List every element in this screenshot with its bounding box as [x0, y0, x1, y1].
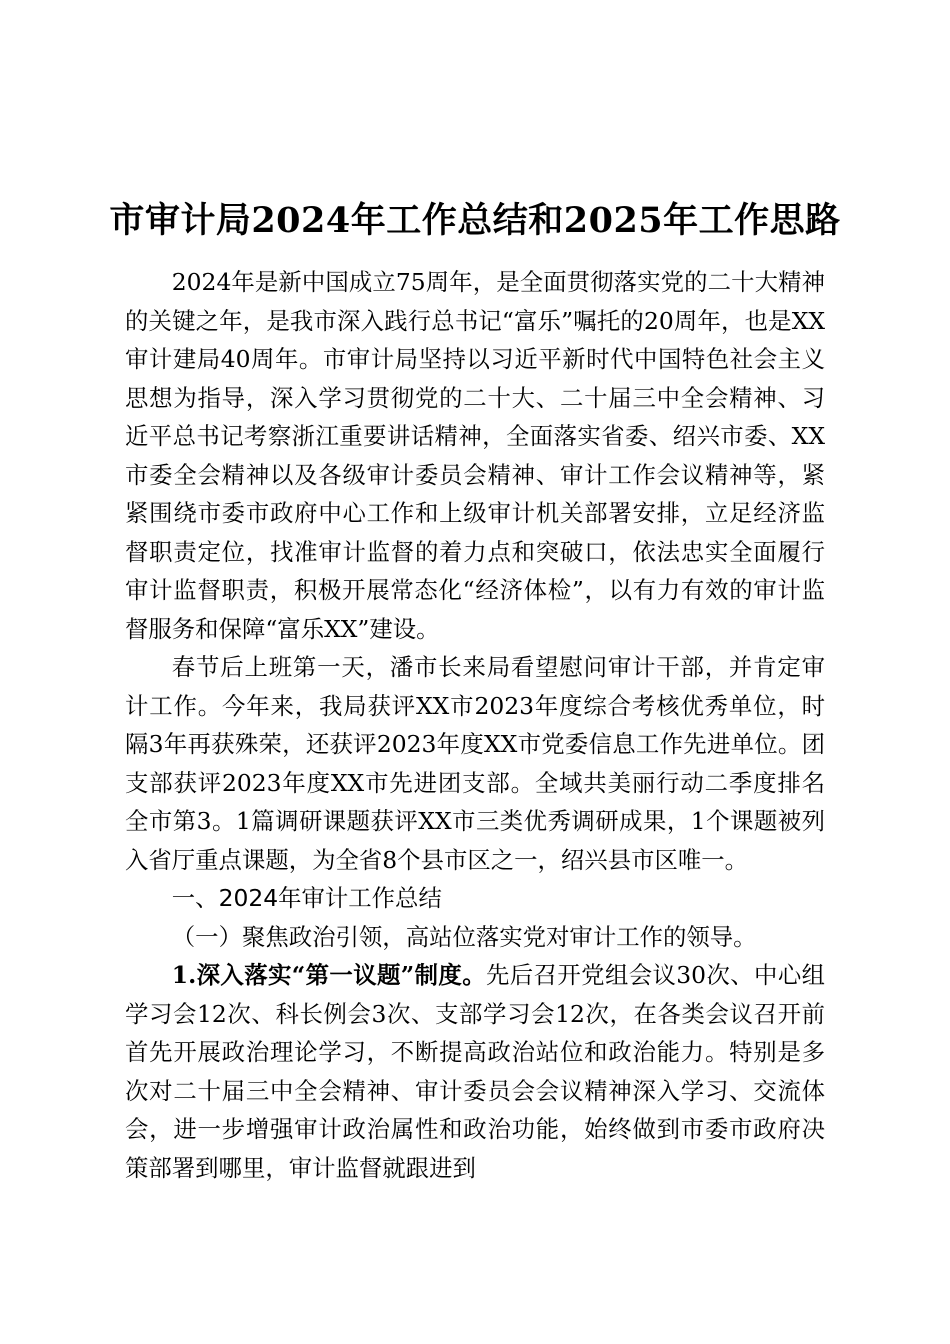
document-title: 市审计局2024年工作总结和2025年工作思路 — [109, 200, 841, 241]
document-body — [125, 263, 825, 1187]
section-heading-1: 一、2024年审计工作总结 — [171, 884, 442, 912]
item-text: 先后召开党组会议30次、中心组学习会12次、科长例会3次、支部学习会12次，在各类会议召开前首先开展政治理论学习，不断提高政治站位和政治能力。特别是多次对二十届三中全会精神、审计委员会会议精神深入学习、交流体会，进一步增强审计政治属性和政治功能，始终做到市委市政府决策部署到哪里，审计监督就跟进到 — [125, 961, 826, 1182]
subsection-heading: （一）聚焦政治引领，高站位落实党对审计工作的领导。 — [171, 922, 757, 951]
intro-paragraph: 2024年是新中国成立75周年，是全面贯彻落实党的二十大精神的关键之年，是我市深入践行总书记“富乐”嘱托的20周年，也是XX审计建局40周年。市审计局坚持以习近平新时代中国特色社会主义思想为指导，深入学习贯彻党的二十大、二十届三中全会精神、习近平总书记考察浙江重要讲话精神，全面落实省委、绍兴市委、XX市委全会精神以及各级审计委员会精神、审计工作会议精神等，紧紧围绕市委市政府中心工作和上级审计机关部署安排，立足经济监督职责定位，找准审计监督的着力点和突破口，依法忠实全面履行审计监督职责，积极开展常态化“经济体检”，以有力有效的审计监督服务和保障“富乐XX”建设。 — [125, 268, 825, 643]
item-lead: 1.深入落实“第一议题”制度。 — [171, 961, 486, 989]
item-paragraph — [125, 956, 825, 1187]
achievements-paragraph: 春节后上班第一天，潘市长来局看望慰问审计干部，并肯定审计工作。今年来，我局获评XX市2023年度综合考核优秀单位，时隔3年再获殊荣，还获评2023年度XX市党委信息工作先进单位。团支部获评2023年度XX市先进团支部。全域共美丽行动二季度排名全市第3。1篇调研课题获评XX市三类优秀调研成果，1个课题被列入省厅重点课题，为全省8个县市区之一，绍兴县市区唯一。 — [125, 653, 825, 874]
